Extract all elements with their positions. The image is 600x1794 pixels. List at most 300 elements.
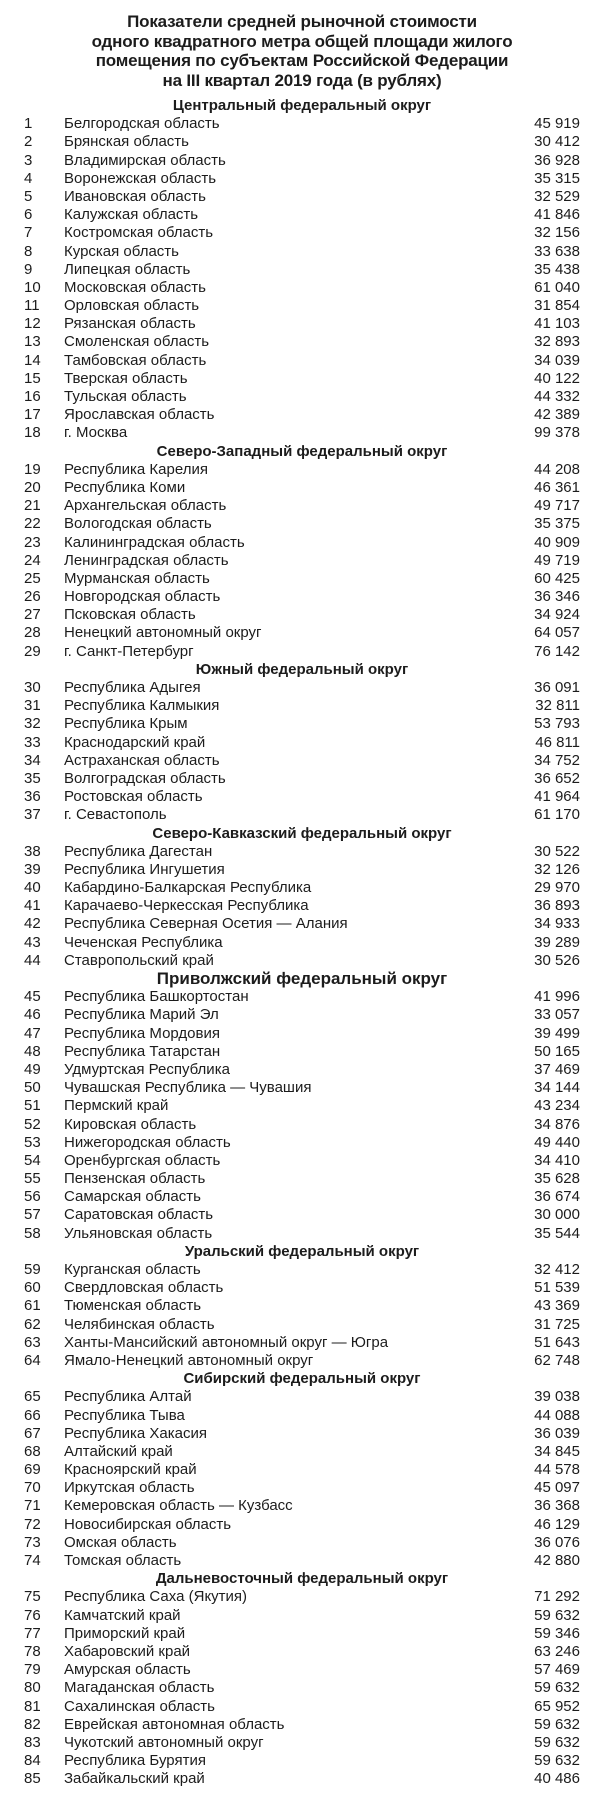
price-value: 36 039 <box>534 1424 580 1442</box>
table-row <box>24 1679 580 1697</box>
region-name: Приморский край <box>64 1624 186 1642</box>
price-value: 30 000 <box>534 1206 580 1224</box>
district-heading: Центральный федеральный округ <box>172 97 432 114</box>
row-number: 40 <box>24 879 41 897</box>
price-value: 46 361 <box>534 478 580 496</box>
row-number: 85 <box>24 1770 41 1788</box>
region-name: Самарская область <box>64 1188 201 1206</box>
price-value: 40 122 <box>534 369 580 387</box>
region-name: Кемеровская область — Кузбасс <box>64 1497 293 1515</box>
title-line: Показатели средней рыночной стоимости <box>127 12 477 31</box>
row-number: 71 <box>24 1497 41 1515</box>
price-value: 34 845 <box>534 1442 580 1460</box>
region-name: Архангельская область <box>64 497 227 515</box>
region-name: Республика Адыгея <box>64 679 201 696</box>
region-name: Свердловская область <box>64 1279 224 1297</box>
row-number: 17 <box>24 406 41 424</box>
table-row <box>24 1025 580 1043</box>
region-name: Ленинградская область <box>64 551 229 569</box>
row-number: 7 <box>24 224 33 242</box>
row-number: 60 <box>24 1279 41 1297</box>
price-value: 37 469 <box>534 1060 580 1078</box>
table-row <box>24 1770 580 1788</box>
district-section <box>24 970 580 1243</box>
region-name: г. Санкт-Петербург <box>64 642 194 660</box>
price-value: 36 076 <box>534 1533 580 1551</box>
row-number: 14 <box>24 351 41 369</box>
price-value: 59 632 <box>534 1679 580 1697</box>
table-row <box>24 988 580 1006</box>
price-value: 39 499 <box>534 1024 580 1042</box>
table-row <box>24 1516 580 1534</box>
region-name: Еврейская автономная область <box>64 1715 285 1733</box>
price-value: 61 170 <box>534 806 580 824</box>
region-name: Красноярский край <box>64 1461 197 1479</box>
district-section <box>24 443 580 661</box>
region-name: Республика Бурятия <box>64 1752 206 1770</box>
row-number: 36 <box>24 788 41 806</box>
row-number: 2 <box>24 133 33 151</box>
row-number: 29 <box>24 642 41 660</box>
district-heading: Северо-Западный федеральный округ <box>156 442 448 460</box>
region-name: Ямало-Ненецкий автономный округ <box>64 1351 314 1369</box>
table-row <box>24 1479 580 1497</box>
row-number: 5 <box>24 187 33 205</box>
price-value: 59 632 <box>534 1606 580 1624</box>
region-name: Ульяновская область <box>64 1224 213 1242</box>
region-name: Чувашская Республика — Чувашия <box>64 1079 312 1097</box>
table-row <box>24 606 580 624</box>
table-row <box>24 843 580 861</box>
region-name: Вологодская область <box>64 515 212 533</box>
price-value: 34 924 <box>534 606 580 624</box>
table-row <box>24 279 580 297</box>
row-number: 13 <box>24 333 41 351</box>
price-value: 40 486 <box>534 1770 580 1788</box>
region-name: Республика Алтай <box>64 1388 192 1406</box>
row-number: 48 <box>24 1042 41 1060</box>
price-value: 31 854 <box>534 297 580 315</box>
district-section <box>24 1570 580 1788</box>
region-name: Иркутская область <box>64 1479 195 1497</box>
region-name: Омская область <box>64 1533 177 1551</box>
price-value: 41 103 <box>534 315 580 333</box>
region-name: Калининградская область <box>64 533 245 551</box>
region-name: Владимирская область <box>64 151 226 169</box>
row-number: 38 <box>24 842 41 860</box>
price-value: 41 846 <box>534 206 580 224</box>
price-value: 57 469 <box>534 1661 580 1679</box>
price-value: 36 091 <box>534 679 580 696</box>
table-row <box>24 315 580 333</box>
row-number: 73 <box>24 1533 41 1551</box>
row-number: 65 <box>24 1388 41 1406</box>
district-section <box>24 97 580 443</box>
table-row <box>24 697 580 715</box>
region-name: Белгородская область <box>64 115 220 133</box>
price-value: 63 246 <box>534 1642 580 1660</box>
price-value: 36 893 <box>534 897 580 915</box>
region-name: Пермский край <box>64 1097 169 1115</box>
table-row <box>24 1261 580 1279</box>
price-value: 36 652 <box>534 769 580 787</box>
table-row <box>24 1134 580 1152</box>
table-row <box>24 897 580 915</box>
region-name: Кабардино-Балкарская Республика <box>64 879 312 897</box>
row-number: 39 <box>24 860 41 878</box>
table-row <box>24 1297 580 1315</box>
region-name: Тюменская область <box>64 1297 202 1315</box>
table-row <box>24 552 580 570</box>
price-value: 32 412 <box>534 1261 580 1278</box>
table-row <box>24 952 580 970</box>
price-value: 34 144 <box>534 1079 580 1097</box>
price-value: 49 719 <box>534 551 580 569</box>
table-row <box>24 1388 580 1406</box>
district-section <box>24 1243 580 1370</box>
row-number: 61 <box>24 1297 41 1315</box>
table-row <box>24 1043 580 1061</box>
region-name: Удмуртская Республика <box>64 1060 230 1078</box>
row-number: 78 <box>24 1642 41 1660</box>
region-name: Амурская область <box>64 1661 191 1679</box>
row-number: 84 <box>24 1752 41 1770</box>
price-value: 35 628 <box>534 1170 580 1188</box>
title-line: помещения по субъектам Российской Федерации <box>95 51 509 70</box>
region-name: Республика Северная Осетия — Алания <box>64 915 348 933</box>
price-value: 30 522 <box>534 842 580 860</box>
table-row <box>24 624 580 642</box>
title-line: одного квадратного метра общей площади жилого <box>91 31 513 51</box>
row-number: 8 <box>24 242 33 260</box>
region-name: г. Севастополь <box>64 806 167 824</box>
region-name: Забайкальский край <box>64 1770 205 1788</box>
row-number: 23 <box>24 533 41 551</box>
table-row <box>24 1407 580 1425</box>
price-value: 71 292 <box>534 1588 580 1606</box>
row-number: 80 <box>24 1679 41 1697</box>
region-name: Саратовская область <box>64 1206 214 1224</box>
table-row <box>24 715 580 733</box>
row-number: 4 <box>24 169 33 187</box>
row-number: 49 <box>24 1060 41 1078</box>
table-row <box>24 515 580 533</box>
table-row <box>24 297 580 315</box>
row-number: 6 <box>24 206 33 224</box>
region-name: Республика Дагестан <box>64 842 213 860</box>
price-value: 59 632 <box>534 1733 580 1751</box>
row-number: 46 <box>24 1006 41 1024</box>
price-value: 60 425 <box>534 569 580 587</box>
row-number: 19 <box>24 460 41 478</box>
row-number: 77 <box>24 1624 41 1642</box>
region-name: Рязанская область <box>64 315 196 333</box>
table-row <box>24 1698 580 1716</box>
table-row <box>24 479 580 497</box>
region-name: Магаданская область <box>64 1679 215 1697</box>
region-name: Республика Крым <box>64 715 188 733</box>
row-number: 75 <box>24 1588 41 1606</box>
price-value: 45 097 <box>534 1479 580 1497</box>
table-row <box>24 588 580 606</box>
table-row <box>24 1588 580 1606</box>
region-name: Челябинская область <box>64 1315 215 1333</box>
region-name: Новосибирская область <box>64 1515 232 1533</box>
row-number: 47 <box>24 1024 41 1042</box>
price-value: 76 142 <box>534 642 580 660</box>
price-value: 39 038 <box>534 1388 580 1406</box>
region-name: Чеченская Республика <box>64 933 223 951</box>
region-name: Республика Марий Эл <box>64 1006 219 1024</box>
row-number: 34 <box>24 751 41 769</box>
row-number: 59 <box>24 1261 41 1278</box>
price-value: 41 996 <box>534 988 580 1006</box>
row-number: 82 <box>24 1715 41 1733</box>
row-number: 32 <box>24 715 41 733</box>
row-number: 79 <box>24 1661 41 1679</box>
region-name: Ярославская область <box>64 406 215 424</box>
price-value: 42 389 <box>534 406 580 424</box>
price-value: 32 811 <box>535 697 580 715</box>
row-number: 37 <box>24 806 41 824</box>
table-row <box>24 152 580 170</box>
price-value: 51 643 <box>534 1333 580 1351</box>
price-value: 99 378 <box>534 424 580 442</box>
price-value: 44 332 <box>534 388 580 405</box>
table-row <box>24 388 580 406</box>
region-name: Томская область <box>64 1552 182 1569</box>
price-value: 44 578 <box>534 1461 580 1479</box>
price-value: 34 933 <box>534 915 580 933</box>
row-number: 3 <box>24 151 33 169</box>
row-number: 58 <box>24 1224 41 1242</box>
price-value: 44 208 <box>534 460 580 478</box>
table-row <box>24 1061 580 1079</box>
table-row <box>24 206 580 224</box>
region-name: Астраханская область <box>64 751 220 769</box>
table-row <box>24 1006 580 1024</box>
table-row <box>24 1170 580 1188</box>
table-row <box>24 1352 580 1370</box>
row-number: 51 <box>24 1097 41 1115</box>
price-value: 44 088 <box>534 1406 580 1424</box>
table-row <box>24 133 580 151</box>
price-value: 64 057 <box>534 624 580 642</box>
table-row <box>24 534 580 552</box>
region-name: Республика Татарстан <box>64 1042 221 1060</box>
district-heading: Уральский федеральный округ <box>184 1242 420 1260</box>
row-number: 74 <box>24 1552 41 1569</box>
row-number: 81 <box>24 1697 41 1715</box>
price-value: 49 717 <box>534 497 580 515</box>
price-value: 33 638 <box>534 242 580 260</box>
row-number: 67 <box>24 1424 41 1442</box>
price-value: 36 346 <box>534 588 580 606</box>
region-name: Республика Мордовия <box>64 1024 220 1042</box>
price-value: 51 539 <box>534 1279 580 1297</box>
table-row <box>24 934 580 952</box>
region-name: Нижегородская область <box>64 1133 231 1151</box>
table-row <box>24 461 580 479</box>
row-number: 27 <box>24 606 41 624</box>
price-value: 33 057 <box>534 1006 580 1024</box>
price-value: 30 526 <box>534 951 580 969</box>
table-row <box>24 1316 580 1334</box>
table-row <box>24 570 580 588</box>
district-section <box>24 1370 580 1570</box>
title-line: на III квартал 2019 года (в рублях) <box>162 70 442 90</box>
region-name: Республика Ингушетия <box>64 860 225 878</box>
region-name: Пензенская область <box>64 1170 206 1188</box>
row-number: 15 <box>24 369 41 387</box>
price-value: 40 909 <box>534 533 580 551</box>
price-value: 35 544 <box>534 1224 580 1242</box>
row-number: 11 <box>24 297 40 315</box>
row-number: 18 <box>24 424 41 442</box>
region-name: Кировская область <box>64 1115 197 1133</box>
price-value: 32 156 <box>534 224 580 242</box>
table-row <box>24 806 580 824</box>
region-name: Тамбовская область <box>64 351 207 369</box>
table-row <box>24 115 580 133</box>
region-name: Мурманская область <box>64 569 210 587</box>
table-row <box>24 1661 580 1679</box>
price-value: 32 529 <box>534 187 580 205</box>
table-row <box>24 861 580 879</box>
region-name: Ростовская область <box>64 788 203 806</box>
price-value: 32 126 <box>534 860 580 878</box>
price-value: 39 289 <box>534 933 580 951</box>
region-name: Республика Тыва <box>64 1406 185 1424</box>
row-number: 21 <box>24 497 41 515</box>
price-value: 43 234 <box>534 1097 580 1115</box>
table-row <box>24 1734 580 1752</box>
price-value: 32 893 <box>534 333 580 351</box>
price-value: 30 412 <box>534 133 580 151</box>
price-value: 36 674 <box>534 1188 580 1206</box>
region-name: Волгоградская область <box>64 769 226 787</box>
table-row <box>24 1079 580 1097</box>
row-number: 83 <box>24 1733 41 1751</box>
row-number: 33 <box>24 733 41 751</box>
table-row <box>24 915 580 933</box>
district-section <box>24 661 580 825</box>
price-value: 50 165 <box>534 1042 580 1060</box>
district-heading: Южный федеральный округ <box>195 660 409 678</box>
price-value: 34 039 <box>534 351 580 369</box>
price-value: 49 440 <box>534 1133 580 1151</box>
region-name: Орловская область <box>64 297 200 315</box>
region-name: Карачаево-Черкесская Республика <box>64 897 309 915</box>
districts-list <box>24 97 580 1788</box>
district-heading: Сибирский федеральный округ <box>183 1370 421 1388</box>
document-title <box>24 12 580 90</box>
table-row <box>24 497 580 515</box>
table-row <box>24 1279 580 1297</box>
table-row <box>24 333 580 351</box>
table-row <box>24 188 580 206</box>
region-name: Брянская область <box>64 133 189 151</box>
region-name: Республика Саха (Якутия) <box>64 1588 248 1606</box>
region-name: Липецкая область <box>64 260 191 278</box>
row-number: 20 <box>24 478 41 496</box>
region-name: Калужская область <box>64 206 199 224</box>
region-name: Ханты-Мансийский автономный округ — Югра <box>64 1333 389 1351</box>
table-row <box>24 1752 580 1770</box>
region-name: Псковская область <box>64 606 196 624</box>
region-name: Оренбургская область <box>64 1151 221 1169</box>
price-value: 59 346 <box>534 1624 580 1642</box>
table-row <box>24 1425 580 1443</box>
table-row <box>24 424 580 442</box>
table-row <box>24 1188 580 1206</box>
district-heading: Дальневосточный федеральный округ <box>155 1570 449 1588</box>
table-row <box>24 734 580 752</box>
price-value: 59 632 <box>534 1715 580 1733</box>
table-row <box>24 1461 580 1479</box>
region-name: Чукотский автономный округ <box>64 1733 264 1751</box>
price-value: 36 368 <box>534 1497 580 1515</box>
row-number: 64 <box>24 1351 41 1369</box>
table-row <box>24 1334 580 1352</box>
table-row <box>24 1607 580 1625</box>
region-name: Сахалинская область <box>64 1697 215 1715</box>
price-value: 53 793 <box>534 715 580 733</box>
table-row <box>24 1643 580 1661</box>
row-number: 56 <box>24 1188 41 1206</box>
table-row <box>24 352 580 370</box>
region-name: Костромская область <box>64 224 214 242</box>
region-name: Ненецкий автономный округ <box>64 624 262 642</box>
price-value: 46 129 <box>534 1515 580 1533</box>
row-number: 26 <box>24 588 41 606</box>
region-name: Ивановская область <box>64 187 206 205</box>
row-number: 42 <box>24 915 41 933</box>
region-name: Курская область <box>64 242 179 260</box>
table-row <box>24 679 580 697</box>
region-name: г. Москва <box>64 424 128 442</box>
table-row <box>24 224 580 242</box>
row-number: 24 <box>24 551 41 569</box>
table-row <box>24 643 580 661</box>
price-value: 62 748 <box>534 1351 580 1369</box>
table-row <box>24 752 580 770</box>
row-number: 72 <box>24 1515 41 1533</box>
row-number: 63 <box>24 1333 41 1351</box>
row-number: 28 <box>24 624 41 642</box>
district-section <box>24 825 580 971</box>
row-number: 22 <box>24 515 41 533</box>
table-row <box>24 770 580 788</box>
region-name: Курганская область <box>64 1261 201 1278</box>
table-row <box>24 1534 580 1552</box>
price-value: 61 040 <box>534 278 580 296</box>
table-row <box>24 879 580 897</box>
table-row <box>24 1152 580 1170</box>
row-number: 54 <box>24 1151 41 1169</box>
row-number: 9 <box>24 260 33 278</box>
price-value: 35 375 <box>534 515 580 533</box>
row-number: 44 <box>24 951 41 969</box>
row-number: 25 <box>24 569 41 587</box>
table-row <box>24 1116 580 1134</box>
table-row <box>24 788 580 806</box>
row-number: 62 <box>24 1315 41 1333</box>
row-number: 41 <box>24 897 41 915</box>
table-row <box>24 1716 580 1734</box>
table-row <box>24 1625 580 1643</box>
price-value: 42 880 <box>534 1552 580 1569</box>
